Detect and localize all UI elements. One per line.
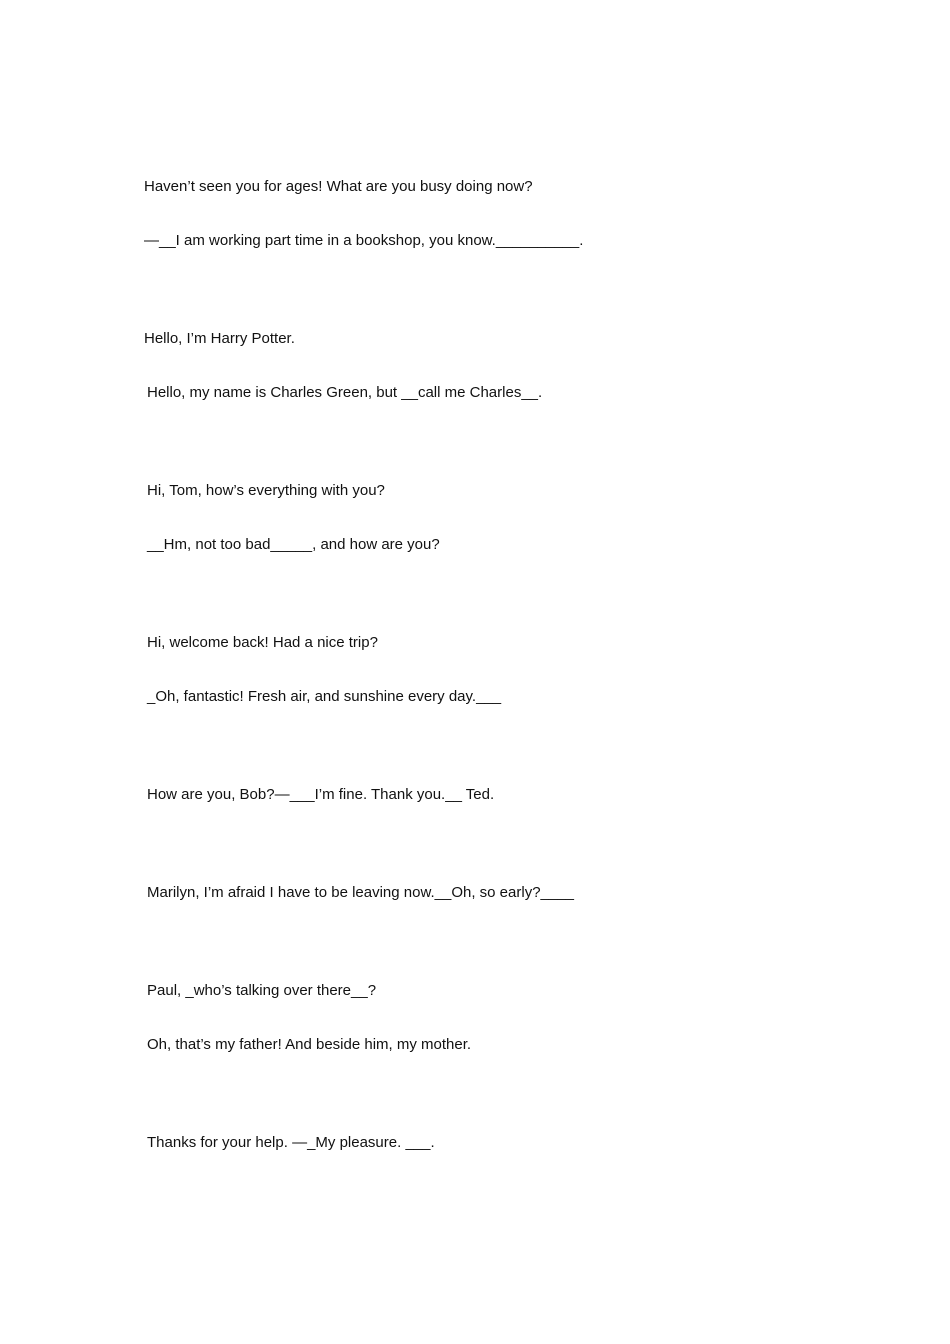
dialogue-line-8: _Oh, fantastic! Fresh air, and sunshine every day.___: [147, 688, 502, 705]
dialogue-line-2: —__I am working part time in a bookshop, you know.__________.: [144, 232, 584, 249]
dialogue-line-11: Paul, _who’s talking over there__?: [147, 982, 377, 999]
dialogue-line-3: Hello, I’m Harry Potter.: [144, 330, 295, 347]
dialogue-line-10: Marilyn, I’m afraid I have to be leaving now.__Oh, so early?____: [147, 884, 574, 901]
dialogue-line-6: __Hm, not too bad_____, and how are you?: [147, 536, 440, 553]
dialogue-line-12: Oh, that’s my father! And beside him, my mother.: [147, 1036, 472, 1053]
dialogue-line-4: Hello, my name is Charles Green, but __call me Charles__.: [147, 384, 543, 401]
dialogue-line-7: Hi, welcome back! Had a nice trip?: [147, 634, 378, 651]
dialogue-line-5: Hi, Tom, how’s everything with you?: [147, 482, 385, 499]
dialogue-line-13: Thanks for your help. —_My pleasure. ___.: [147, 1134, 435, 1151]
dialogue-line-9: How are you, Bob?—___I’m fine. Thank you.__ Ted.: [147, 786, 495, 803]
dialogue-line-1: Haven’t seen you for ages! What are you busy doing now?: [144, 178, 533, 195]
